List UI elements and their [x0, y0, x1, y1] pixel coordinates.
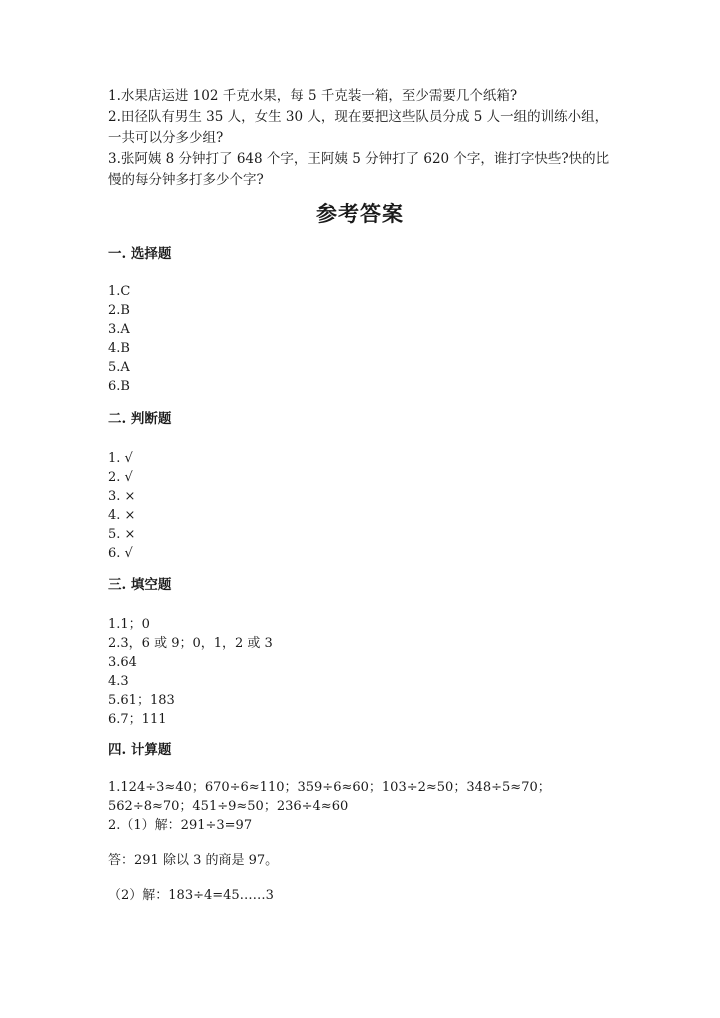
- application-problems: [108, 86, 618, 191]
- list-item: 5.A: [108, 360, 130, 375]
- list-item: 6.B: [108, 379, 130, 394]
- calc-line: （2）解：183÷4=45……3: [108, 888, 274, 903]
- section-fill-in-blank: [108, 575, 628, 729]
- calculation-answers: [108, 778, 628, 905]
- section-heading: 三. 填空题: [108, 577, 172, 593]
- list-item: 1. √: [108, 451, 133, 466]
- calc-line: 562÷8≈70；451÷9≈50；236÷4≈60: [108, 799, 349, 814]
- list-item: 6. √: [108, 546, 133, 561]
- list-item: 3. ×: [108, 489, 136, 504]
- answer-list: [108, 615, 628, 729]
- list-item: 5.61；183: [108, 693, 175, 708]
- list-item: 3.A: [108, 322, 130, 337]
- list-item: 4.3: [108, 674, 129, 689]
- problem-3: 3.张阿姨 8 分钟打了 648 个字，王阿姨 5 分钟打了 620 个字，谁打字快些?快的比慢的每分钟多打多少个字?: [108, 151, 610, 188]
- list-item: 2. √: [108, 470, 133, 485]
- answer-key-title: 参考答案: [316, 201, 404, 226]
- answer-list: [108, 282, 628, 396]
- answer-list: [108, 449, 628, 563]
- section-multiple-choice: [108, 244, 628, 396]
- list-item: 2.B: [108, 303, 130, 318]
- list-item: 6.7；111: [108, 712, 167, 727]
- calc-answer-line: 答：291 除以 3 的商是 97。: [108, 853, 279, 868]
- list-item: 4.B: [108, 341, 130, 356]
- problem-2: 2.田径队有男生 35 人，女生 30 人，现在要把这些队员分成 5 人一组的训练小组，一共可以分多少组?: [108, 109, 609, 146]
- list-item: 4. ×: [108, 508, 136, 523]
- calc-line: 2.（1）解：291÷3=97: [108, 818, 253, 833]
- section-true-false: [108, 409, 628, 563]
- problem-1: 1.水果店运进 102 千克水果，每 5 千克装一箱，至少需要几个纸箱?: [108, 88, 518, 104]
- list-item: 2.3，6 或 9；0，1，2 或 3: [108, 636, 273, 651]
- section-heading: 一. 选择题: [108, 246, 172, 262]
- list-item: 1.1；0: [108, 617, 150, 632]
- calc-line: 1.124÷3≈40；670÷6≈110；359÷6≈60；103÷2≈50；348÷5≈70；: [108, 780, 551, 795]
- section-heading: 四. 计算题: [108, 742, 172, 758]
- section-heading: 二. 判断题: [108, 411, 172, 427]
- list-item: 1.C: [108, 284, 131, 299]
- list-item: 5. ×: [108, 527, 136, 542]
- list-item: 3.64: [108, 655, 137, 670]
- section-calculation: [108, 740, 628, 905]
